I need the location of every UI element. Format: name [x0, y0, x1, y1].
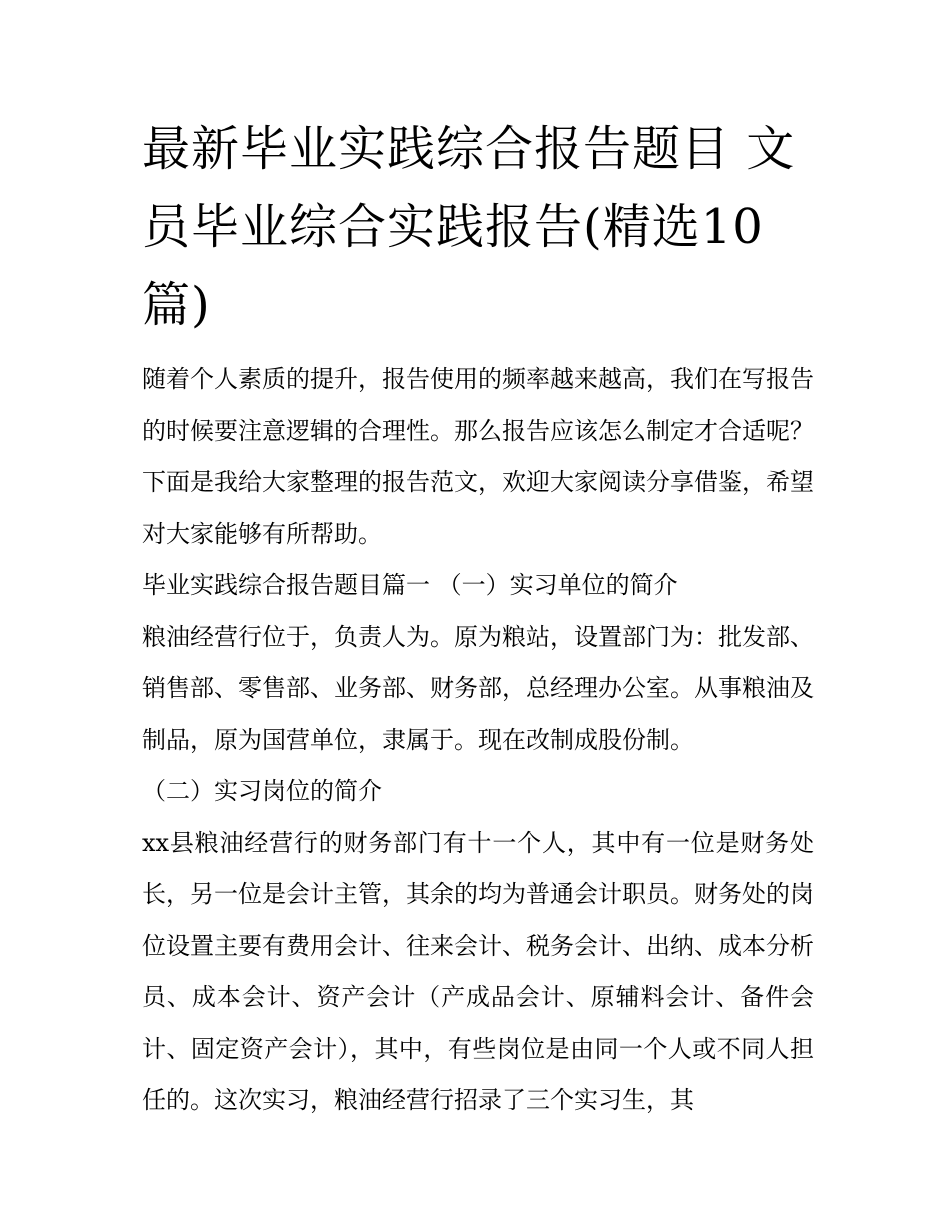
document-header: [142, 110, 814, 346]
document-body: [142, 354, 814, 1127]
section-heading-2: （二）实习岗位的简介: [142, 777, 382, 805]
intro-paragraph: 随着个人素质的提升，报告使用的频率越来越高，我们在写报告的时候要注意逻辑的合理性。那么报告应该怎么制定才合适呢？下面是我给大家整理的报告范文，欢迎大家阅读分享借鉴，希望对大家能够有所帮助。: [142, 365, 814, 548]
document-title: 最新毕业实践综合报告题目 文员毕业综合实践报告(精选10篇): [142, 121, 796, 333]
position-intro-paragraph: xx县粮油经营行的财务部门有十一个人，其中有一位是财务处长，另一位是会计主管，其余的均为普通会计职员。财务处的岗位设置主要有费用会计、往来会计、税务会计、出纳、成本分析员、成本会计、资产会计（产成品会计、原辅料会计、备件会计、固定资产会计），其中，有些岗位是由同一个人或不同人担任的。这次实习，粮油经营行招录了三个实习生，其: [142, 828, 814, 1114]
unit-intro-paragraph: 粮油经营行位于，负责人为。原为粮站，设置部门为：批发部、销售部、零售部、业务部、财务部，总经理办公室。从事粮油及制品，原为国营单位，隶属于。现在改制成股份制。: [142, 622, 814, 754]
section-heading-1: 毕业实践综合报告题目篇一 （一）实习单位的简介: [142, 571, 678, 599]
title-block: [142, 110, 814, 346]
